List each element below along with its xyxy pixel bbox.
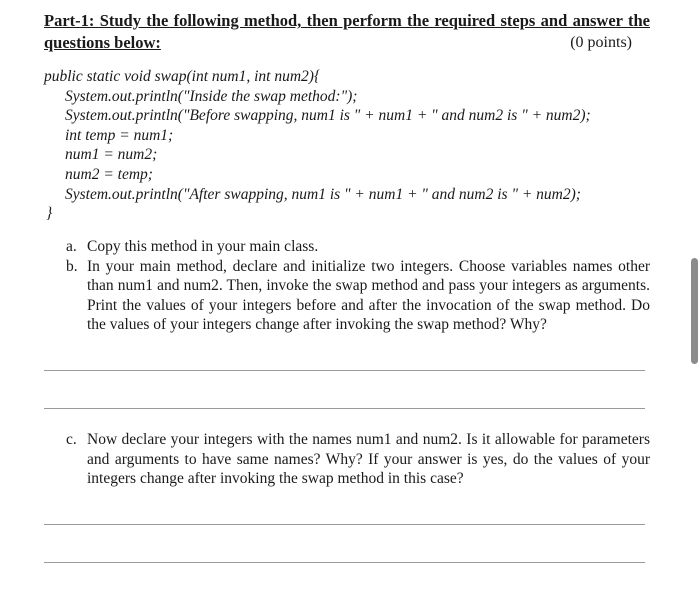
- code-line-temp-assign: int temp = num1;: [65, 126, 174, 144]
- code-line-println-after: System.out.println("After swapping, num1 is " + num1 + " and num2 is " + num2);: [65, 185, 581, 203]
- question-c: [66, 430, 650, 489]
- code-line-println-inside: System.out.println("Inside the swap method:");: [65, 87, 358, 105]
- code-line-println-before: System.out.println("Before swapping, num1 is " + num1 + " and num2 is " + num2);: [65, 107, 591, 125]
- points-label: (0 points): [570, 34, 632, 51]
- question-b: [66, 257, 650, 335]
- part-heading-line-1: Part-1: Study the following method, then perform the required steps and answer the: [44, 11, 650, 30]
- code-line-closing-brace: }: [46, 205, 53, 223]
- question-a: [66, 237, 650, 257]
- question-c-text: Now declare your integers with the names num1 and num2. Is it allowable for parameters and arguments to have same names? Why? If your answer is yes, do the values of your integers change after invoking the swap method in this case?: [87, 431, 650, 487]
- question-b-text: In your main method, declare and initialize two integers. Choose variables names other than num1 and num2. Then, invoke the swap method and pass your integers as arguments. Print the values of your integers before and after the invocation of the swap method. Do the values of your integers change after invoking the swap method? Why?: [87, 257, 650, 333]
- scrollbar-thumb[interactable]: [691, 258, 698, 364]
- answer-line-c-1[interactable]: [44, 524, 645, 525]
- answer-line-b-1[interactable]: [44, 370, 645, 371]
- answer-line-c-2[interactable]: [44, 562, 645, 563]
- question-list-ab: [66, 237, 650, 335]
- code-line-signature: public static void swap(int num1, int num2){: [44, 68, 321, 85]
- part-heading: [44, 10, 650, 54]
- code-line-num2-assign: num2 = temp;: [65, 165, 153, 183]
- question-b-label: b.: [66, 257, 78, 275]
- question-a-text: Copy this method in your main class.: [87, 238, 319, 255]
- question-list-c: [66, 430, 650, 489]
- code-line-num1-assign: num1 = num2;: [65, 146, 158, 164]
- code-block: [44, 67, 664, 224]
- part-heading-line-2: questions below:: [44, 33, 161, 52]
- question-c-label: c.: [66, 431, 77, 448]
- answer-line-b-2[interactable]: [44, 408, 645, 409]
- question-a-label: a.: [66, 238, 77, 255]
